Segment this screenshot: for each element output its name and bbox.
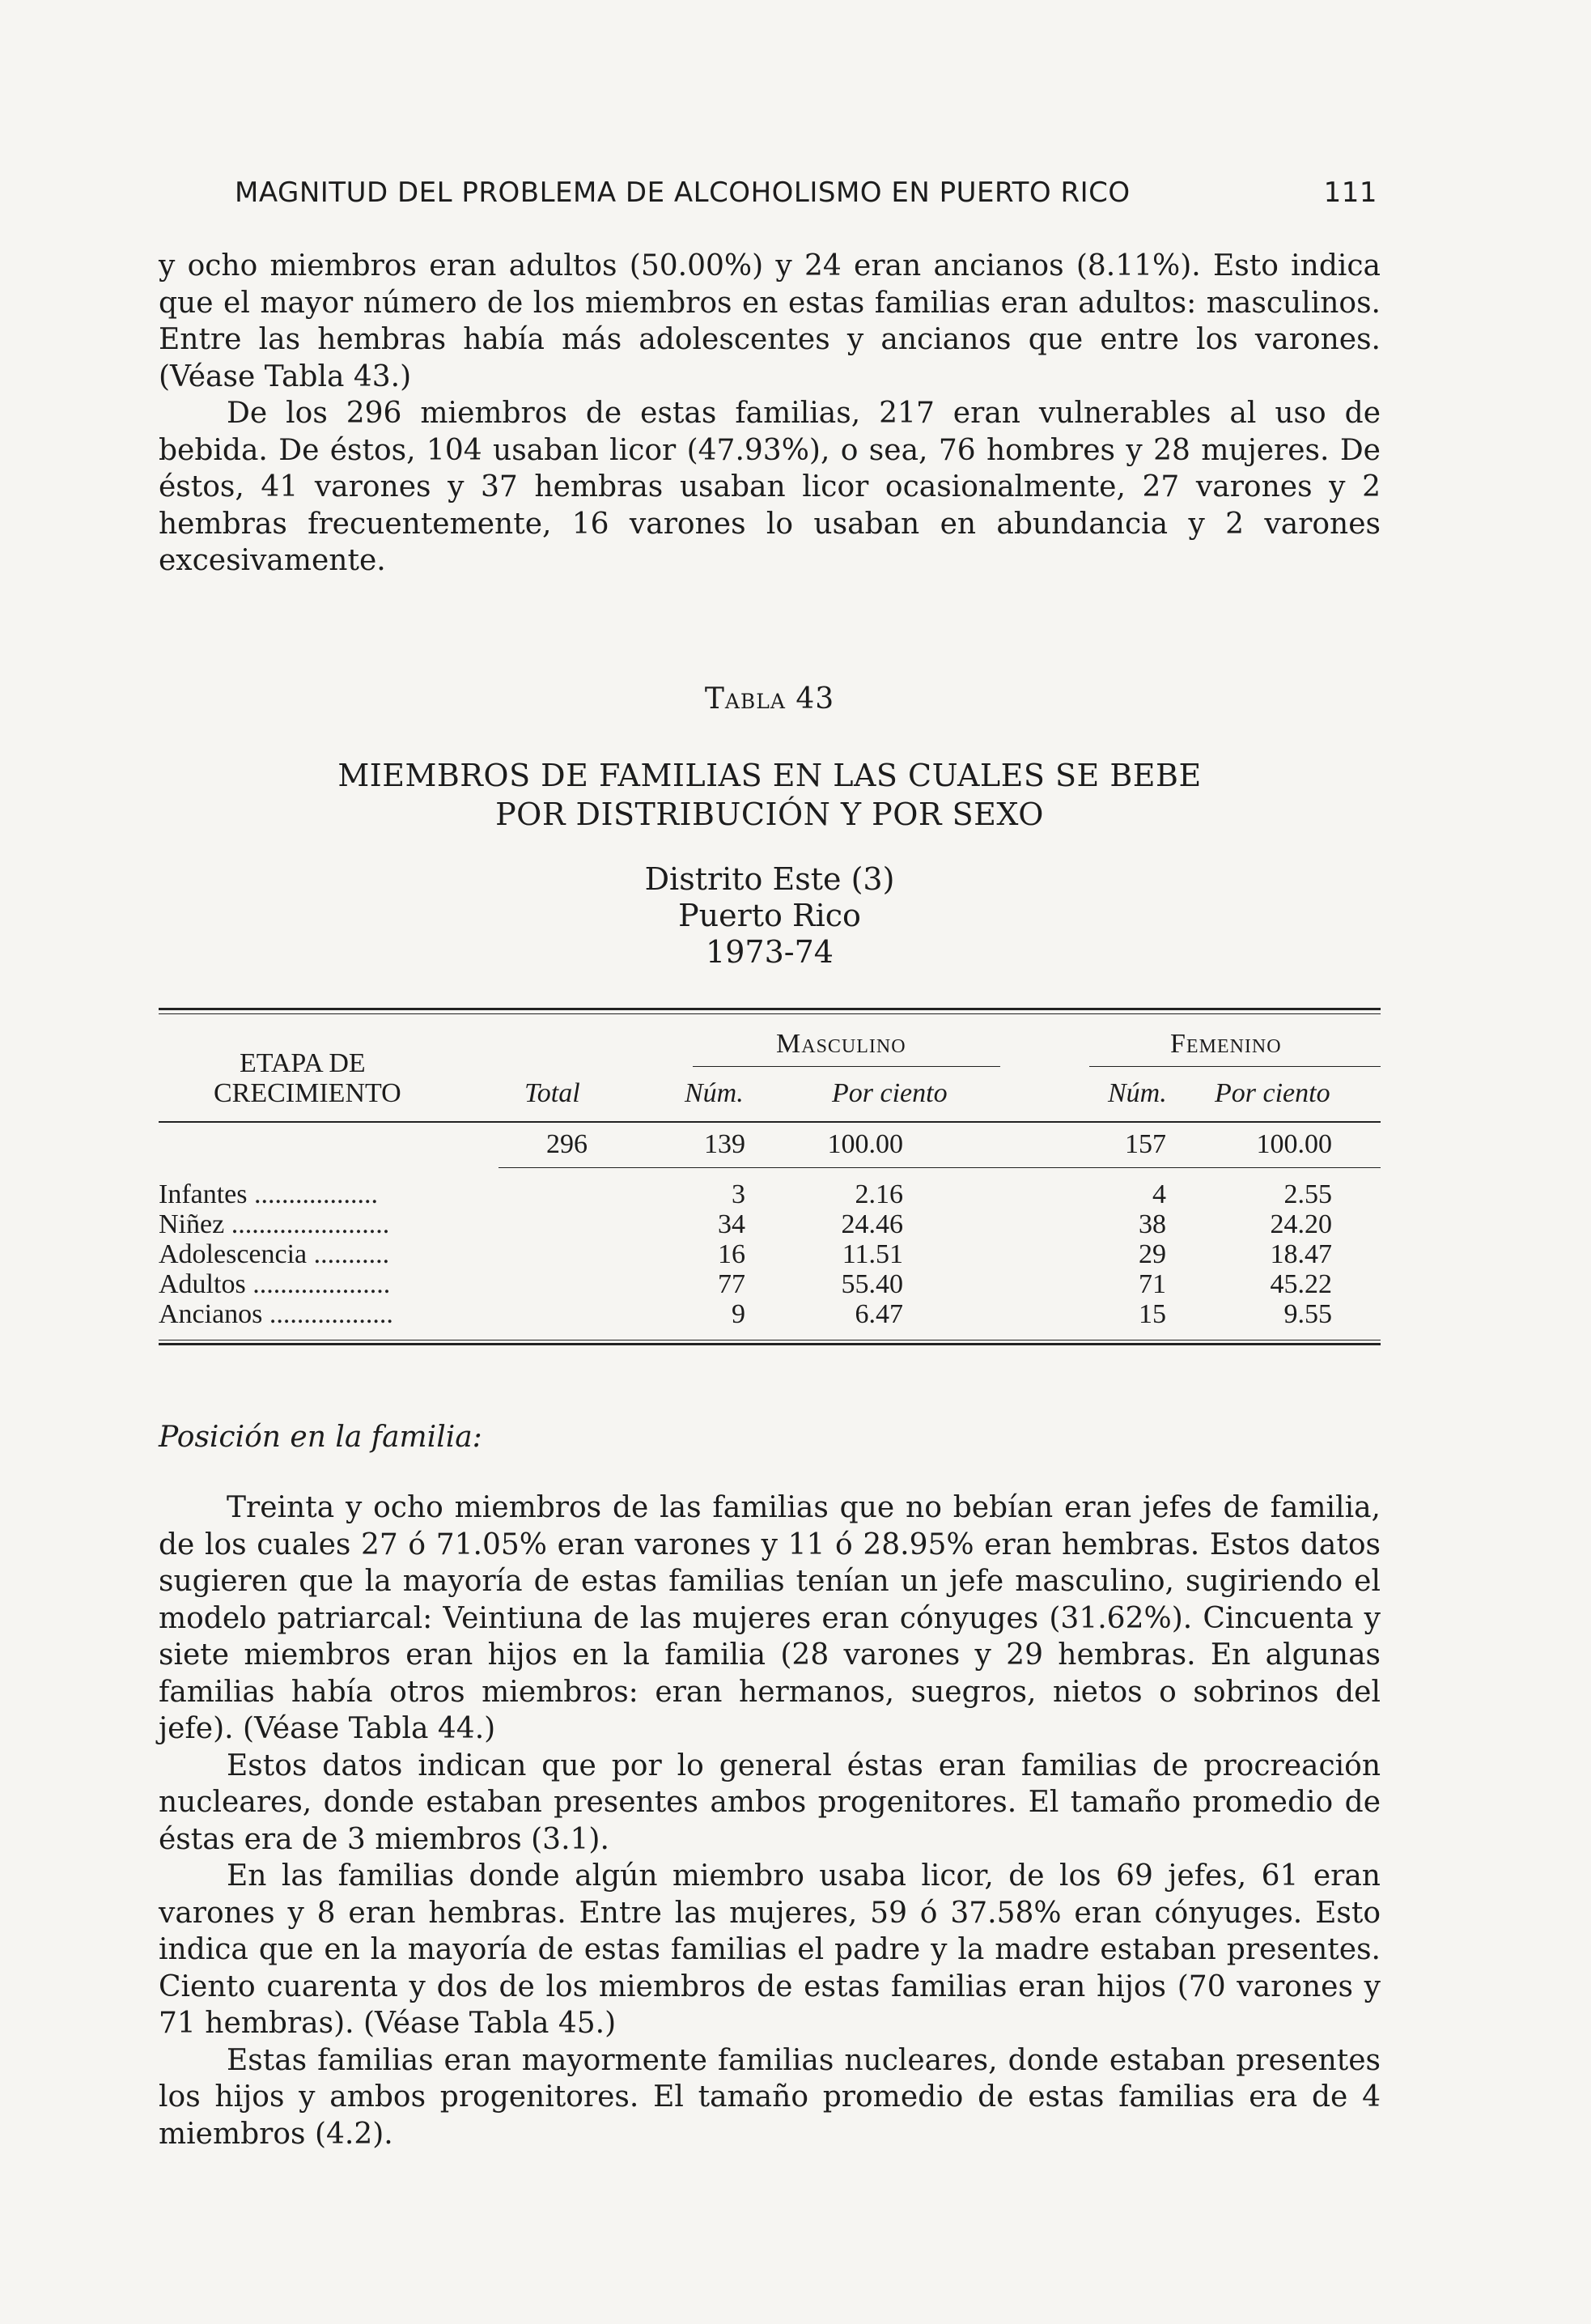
- masculino-total-pct: 100.00: [827, 1129, 903, 1159]
- femenino-total-num: 157: [1125, 1129, 1166, 1159]
- masculino-num-header: Núm.: [685, 1078, 744, 1108]
- row-label-text: Ancianos: [159, 1299, 263, 1329]
- location-line: 1973-74: [706, 934, 834, 970]
- femenino-pct: 2.55: [1283, 1179, 1332, 1209]
- table-label: Tabla 43: [704, 682, 835, 716]
- table-bottom-rule: [159, 1343, 1381, 1345]
- table-title-line: POR DISTRIBUCIÓN Y POR SEXO: [495, 797, 1044, 832]
- total-header: Total: [524, 1078, 580, 1108]
- masculino-total-num: 139: [704, 1129, 745, 1159]
- running-header: [235, 176, 1377, 209]
- paragraph: y ocho miembros eran adultos (50.00%) y 24 eran ancianos (8.11%). Esto indica que el mayor número de los miembros en estas familias eran adultos: masculinos. Entre las hembras había más adolescentes y ancianos que entre los varones. (Véase Tabla 43.): [159, 249, 1381, 393]
- femenino-pct: 24.20: [1270, 1209, 1332, 1239]
- femenino-pct: 18.47: [1270, 1239, 1332, 1269]
- femenino-pct-header: Por ciento: [1215, 1078, 1330, 1108]
- row-label: [159, 1239, 389, 1270]
- femenino-num: 15: [1139, 1299, 1166, 1329]
- row-label-text: Adultos: [159, 1269, 246, 1299]
- table-title-line: MIEMBROS DE FAMILIAS EN LAS CUALES SE BEBE: [337, 758, 1202, 793]
- location-line: Distrito Este (3): [644, 861, 895, 897]
- masculino-header: Masculino: [776, 1029, 906, 1059]
- leader-dots: ..................: [254, 1179, 379, 1209]
- masculino-pct: 6.47: [855, 1299, 903, 1329]
- leader-dots: ...........: [313, 1239, 390, 1269]
- row-label: [159, 1299, 393, 1330]
- masculino-pct: 24.46: [841, 1209, 903, 1239]
- femenino-pct: 9.55: [1283, 1299, 1332, 1329]
- paragraph: De los 296 miembros de estas familias, 217 eran vulnerables al uso de bebida. De éstos, 104 usaban licor (47.93%), o sea, 76 hombres y 28 mujeres. De éstos, 41 varones y 37 hembras usaban licor ocasionalmente, 27 varones y 2 hembras frecuentemente, 16 varones lo usaban en abundancia y 2 varones excesivamente.: [159, 397, 1381, 577]
- femenino-num: 29: [1139, 1239, 1166, 1269]
- paragraph: En las familias donde algún miembro usaba licor, de los 69 jefes, 61 eran varones y 8 eran hembras. Entre las mujeres, 59 ó 37.58% eran cónyuges. Esto indica que en la mayoría de estas familias el padre y la madre estaban presentes. Ciento cuarenta y dos de los miembros de estas familias eran hijos (70 varones y 71 hembras). (Véase Tabla 45.): [159, 1859, 1381, 2040]
- masculino-pct-header: Por ciento: [832, 1078, 948, 1108]
- row-label-text: Adolescencia: [159, 1239, 308, 1269]
- section-subheading: Posición en la familia:: [159, 1421, 482, 1454]
- masculino-num: 77: [718, 1269, 745, 1299]
- row-label: [159, 1269, 390, 1300]
- femenino-num-header: Núm.: [1108, 1078, 1167, 1108]
- table-top-rule: [159, 1013, 1381, 1014]
- page-number: 111: [1323, 176, 1377, 209]
- intro-text: [159, 248, 1381, 580]
- masculino-pct: 55.40: [841, 1269, 903, 1299]
- femenino-num: 4: [1152, 1179, 1166, 1209]
- stub-header: ETAPA DE: [240, 1048, 366, 1078]
- masculino-num: 16: [718, 1239, 745, 1269]
- row-label: [159, 1179, 378, 1210]
- table-title: [159, 756, 1381, 834]
- location-line: Puerto Rico: [678, 898, 861, 933]
- paragraph: Estas familias eran mayormente familias nucleares, donde estaban presentes los hijos y ambos progenitores. El tamaño promedio de estas familias era de 4 miembros (4.2).: [159, 2043, 1381, 2151]
- row-label: [159, 1209, 389, 1240]
- masculino-num: 3: [732, 1179, 745, 1209]
- masculino-rule: [693, 1066, 1000, 1067]
- row-label-text: Niñez: [159, 1209, 225, 1239]
- running-title: MAGNITUD DEL PROBLEMA DE ALCOHOLISMO EN PUERTO RICO: [235, 176, 1131, 209]
- masculino-num: 34: [718, 1209, 745, 1239]
- row-label-text: Infantes: [159, 1179, 248, 1209]
- femenino-rule: [1089, 1066, 1381, 1067]
- table-location: [159, 861, 1381, 971]
- header-rule: [159, 1121, 1381, 1123]
- total-value: 296: [546, 1129, 588, 1159]
- femenino-pct: 45.22: [1270, 1269, 1332, 1299]
- masculino-pct: 2.16: [855, 1179, 903, 1209]
- table-top-rule: [159, 1008, 1381, 1010]
- leader-dots: ..................: [269, 1299, 393, 1329]
- masculino-num: 9: [732, 1299, 745, 1329]
- paragraph: Estos datos indican que por lo general éstas eran familias de procreación nucleares, donde estaban presentes ambos progenitores. El tamaño promedio de éstas era de 3 miembros (3.1).: [159, 1748, 1381, 1856]
- totals-rule: [499, 1167, 1381, 1168]
- paragraph: Treinta y ocho miembros de las familias que no bebían eran jefes de familia, de los cuales 27 ó 71.05% eran varones y 11 ó 28.95% eran hembras. Estos datos sugieren que la mayoría de estas familias tenían un jefe masculino, sugiriendo el modelo patriarcal: Veintiuna de las mujeres eran cónyuges (31.62%). Cincuenta y siete miembros eran hijos en la familia (28 varones y 29 hembras. En algunas familias había otros miembros: eran hermanos, suegros, nietos o sobrinos del jefe). (Véase Tabla 44.): [159, 1491, 1381, 1745]
- femenino-num: 38: [1139, 1209, 1166, 1239]
- femenino-total-pct: 100.00: [1256, 1129, 1332, 1159]
- femenino-header: Femenino: [1170, 1029, 1282, 1059]
- femenino-num: 71: [1139, 1269, 1166, 1299]
- leader-dots: .......................: [231, 1209, 390, 1239]
- data-table: [159, 1008, 1381, 1348]
- body-text: [159, 1489, 1381, 2152]
- stub-header: CRECIMIENTO: [214, 1078, 401, 1108]
- leader-dots: ....................: [252, 1269, 391, 1299]
- masculino-pct: 11.51: [842, 1239, 903, 1269]
